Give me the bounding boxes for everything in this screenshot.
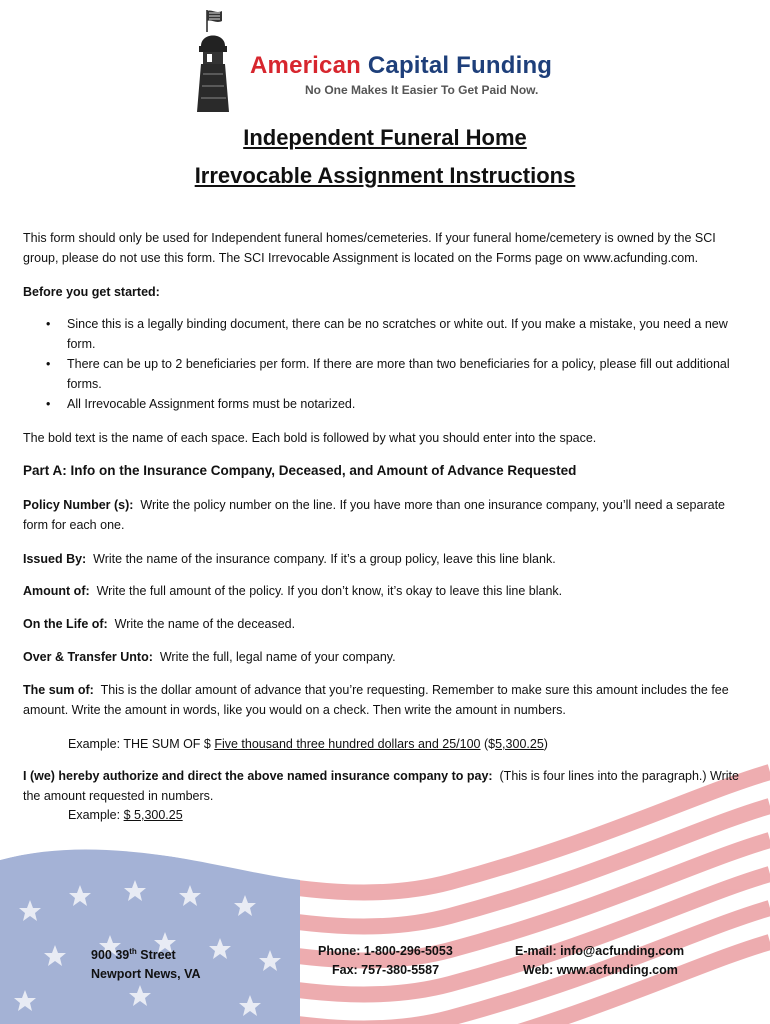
company-logo (195, 8, 575, 116)
example-number: 5,300.25 (495, 737, 544, 751)
document-title-line1: Independent Funeral Home (243, 125, 527, 150)
bullet-item: • There can be up to 2 beneficiaries per form. If there are more than two beneficiaries for a policy, please fill out additional forms. (23, 354, 748, 394)
field-text: (This is four lines into the paragraph.) Write the amount requested in numbers. (23, 769, 739, 803)
field-amount-of (23, 581, 748, 601)
field-label: Over & Transfer Unto: (23, 650, 153, 664)
bullet-item: • All Irrevocable Assignment forms must be notarized. (23, 394, 748, 414)
field-label: On the Life of: (23, 617, 108, 631)
field-authorize (23, 766, 748, 806)
address-number: 900 39 (91, 948, 130, 963)
example-amount (68, 805, 758, 825)
brand-word-1: American (250, 52, 361, 79)
field-text: Write the name of the insurance company. If it’s a group policy, leave this line blank. (93, 552, 556, 566)
city-line: Newport News, VA (91, 967, 201, 982)
intro-paragraph: This form should only be used for Independent funeral homes/cemeteries. If your funeral home/cemetery is owned by the SCI group, please do not use this form. The SCI Irrevocable Assignment is located on the Forms page on www.acfunding.com. (23, 231, 716, 265)
field-label: I (we) hereby authorize and direct the above named insurance company to pay: (23, 769, 493, 783)
footer-phone (318, 942, 453, 980)
field-sum-of (23, 680, 748, 720)
brand-tagline: No One Makes It Easier To Get Paid Now. (305, 83, 539, 97)
address-suffix: th (129, 947, 137, 956)
brand-word-2: Capital Funding (367, 52, 553, 79)
bullet-item: • Since this is a legally binding document, there can be no scratches or white out. If you make a mistake, you need a new form. (23, 314, 748, 354)
field-label: Amount of: (23, 584, 90, 598)
field-on-the-life-of (23, 614, 748, 634)
field-text: This is the dollar amount of advance that you’re requesting. Remember to make sure this amount includes the fee amount. Write the amount in words, like you would on a check. Then write the amount in numbers. (23, 683, 729, 717)
field-text: Write the name of the deceased. (114, 617, 296, 631)
field-label: The sum of: (23, 683, 94, 697)
fax-line: Fax: 757-380-5587 (332, 963, 440, 977)
brand-name (250, 52, 552, 80)
before-heading: Before you get started: (23, 285, 160, 299)
web-line: Web: www.acfunding.com (523, 963, 678, 977)
field-transfer-unto (23, 647, 748, 667)
part-a-heading: Part A: Info on the Insurance Company, Deceased, and Amount of Advance Requested (23, 463, 577, 478)
field-label: Policy Number (s): (23, 498, 134, 512)
footer-address (91, 942, 201, 984)
address-street: Street (136, 948, 176, 963)
footer-contact (515, 942, 684, 980)
example-sum (68, 734, 758, 754)
field-issued-by (23, 549, 748, 569)
document-title-line2: Irrevocable Assignment Instructions (194, 163, 576, 188)
phone-line: Phone: 1-800-296-5053 (318, 944, 453, 958)
example-words: Five thousand three hundred dollars and 25/100 (214, 737, 481, 751)
bold-note: The bold text is the name of each space. Each bold is followed by what you should enter into the space. (23, 431, 597, 445)
field-text: Write the full amount of the policy. If you don’t know, it’s okay to leave this line blank. (96, 584, 563, 598)
field-text: Write the policy number on the line. If you have more than one insurance company, you’ll need a separate form for each one. (23, 498, 725, 532)
example-prefix: Example: THE SUM OF $ (68, 737, 215, 751)
field-label: Issued By: (23, 552, 87, 566)
example-prefix: Example: (68, 808, 124, 822)
example-amount-value: $ 5,300.25 (123, 808, 183, 822)
lighthouse-flag-icon (195, 8, 255, 116)
field-text: Write the full, legal name of your company. (159, 650, 396, 664)
email-line: E-mail: info@acfunding.com (515, 944, 685, 958)
example-mid: ($ (480, 737, 496, 751)
example-suffix: ) (543, 737, 548, 751)
instruction-bullets (23, 314, 748, 414)
field-policy-number (23, 495, 748, 535)
address-line (91, 942, 201, 965)
